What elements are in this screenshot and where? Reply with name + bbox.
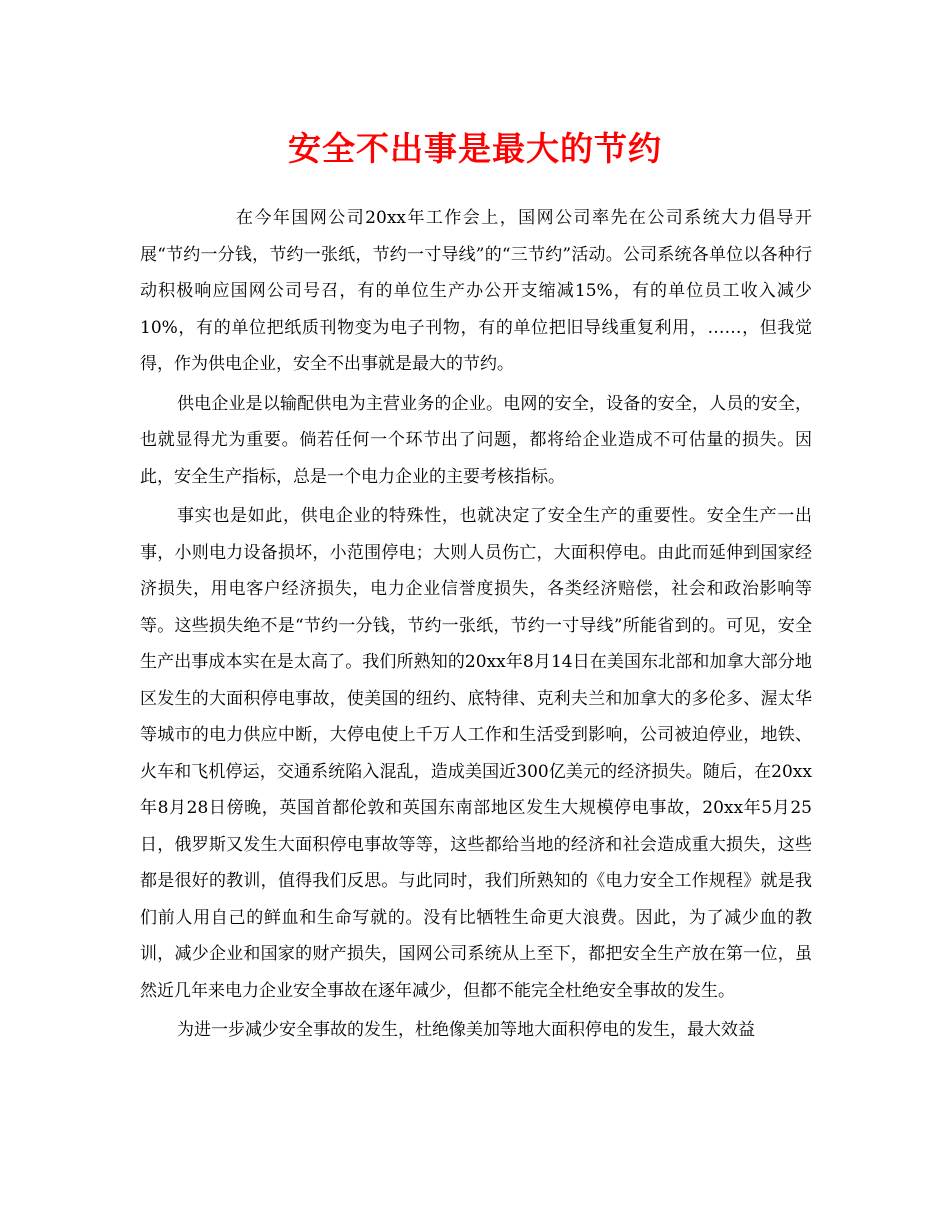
paragraph-3: 事实也是如此，供电企业的特殊性，也就决定了安全生产的重要性。安全生产一出事，小则电力设备损坏，小范围停电；大则人员伤亡，大面积停电。由此而延伸到国家经济损失，用电客户经济损失，电力企业信誉度损失，各类经济赔偿，社会和政治影响等等。这些损失绝不是“节约一分钱，节约一张纸，节约一寸导线”所能省到的。可见，安全生产出事成本实在是太高了。我们所熟知的20xx年8月14日在美国东北部和加拿大部分地区发生的大面积停电事故，使美国的纽约、底特律、克利夫兰和加拿大的多伦多、渥太华等城市的电力供应中断，大停电使上千万人工作和生活受到影响，公司被迫停业，地铁、火车和飞机停运，交通系统陷入混乱，造成美国近300亿美元的经济损失。随后，在20xx年8月28日傍晚，英国首都伦敦和英国东南部地区发生大规模停电事故，20xx年5月25日，俄罗斯又发生大面积停电事故等等，这些都给当地的经济和社会造成重大损失，这些都是很好的教训，值得我们反思。与此同时，我们所熟知的《电力安全工作规程》就是我们前人用自己的鲜血和生命写就的。没有比牺牲生命更大浪费。因此，为了减少血的教训，减少企业和国家的财产损失，国网公司系统从上至下，都把安全生产放在第一位，虽然近几年来电力企业安全事故在逐年减少，但都不能完全杜绝安全事故的发生。 [140, 506, 812, 1001]
paragraph-2: 供电企业是以输配供电为主营业务的企业。电网的安全，设备的安全，人员的安全，也就显得尤为重要。倘若任何一个环节出了问题，都将给企业造成不可估量的损失。因此，安全生产指标，总是一个电力企业的主要考核指标。 [140, 393, 812, 487]
document-body [140, 200, 812, 1052]
paragraph-4: 为进一步减少安全事故的发生，杜绝像美加等地大面积停电的发生，最大效益 [177, 1020, 755, 1040]
document-title: 安全不出事是最大的节约 [288, 129, 662, 168]
paragraph-1: 在今年国网公司20xx年工作会上，国网公司率先在公司系统大力倡导开展“节约一分钱，节约一张纸，节约一寸导线”的“三节约”活动。公司系统各单位以各种行动积极响应国网公司号召，有的单位生产办公开支缩减15%，有的单位员工收入减少10%，有的单位把纸质刊物变为电子刊物，有的单位把旧导线重复利用，……，但我觉得，作为供电企业，安全不出事就是最大的节约。 [140, 208, 812, 374]
